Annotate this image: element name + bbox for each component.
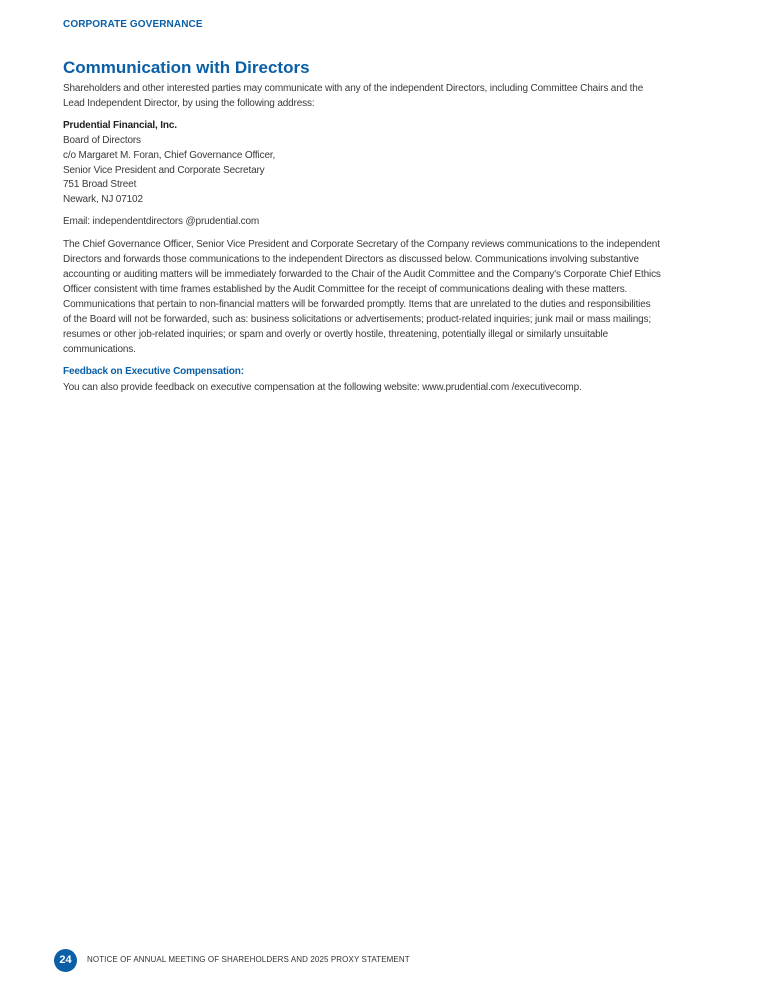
- policy-line: of the Board will not be forwarded, such as: business solicitations or advertisements; product-related inquiries; junk mail or mass mailings;: [63, 314, 652, 325]
- policy-line: communications.: [63, 344, 136, 355]
- feedback-heading: Feedback on Executive Compensation:: [63, 366, 244, 377]
- page-title: Communication with Directors: [63, 58, 310, 77]
- policy-line: The Chief Governance Officer, Senior Vice President and Corporate Secretary of the Company reviews communications to the independent: [63, 239, 660, 250]
- address-line: Senior Vice President and Corporate Secretary: [63, 165, 265, 176]
- address-line: Board of Directors: [63, 135, 141, 146]
- section-label: CORPORATE GOVERNANCE: [63, 19, 203, 30]
- footer-text: NOTICE OF ANNUAL MEETING OF SHAREHOLDERS AND 2025 PROXY STATEMENT: [87, 955, 410, 964]
- policy-line: resumes or other job-related inquiries; or spam and overly or overtly hostile, threatening, potentially illegal or similarly unsuitable: [63, 329, 609, 340]
- page-number-badge: 24: [54, 949, 77, 972]
- address-line: c/o Margaret M. Foran, Chief Governance Officer,: [63, 150, 276, 161]
- intro-line: Lead Independent Director, by using the following address:: [63, 98, 315, 109]
- email-address: Email: independentdirectors @prudential.com: [63, 216, 260, 227]
- address-line: 751 Broad Street: [63, 179, 137, 190]
- address-line: Newark, NJ 07102: [63, 194, 143, 205]
- policy-line: Officer consistent with time frames established by the Audit Committee for the receipt of communications dealing with these matters.: [63, 284, 628, 295]
- policy-line: accounting or auditing matters will be immediately forwarded to the Chair of the Audit Committee and the Company's Corporate Chief Ethics: [63, 269, 661, 280]
- feedback-text: You can also provide feedback on executive compensation at the following website: www.prudential.com /executivecomp.: [63, 382, 582, 393]
- intro-line: Shareholders and other interested parties may communicate with any of the independent Directors, including Committee Chairs and the: [63, 83, 644, 94]
- policy-line: Directors and forwards those communications to the independent Directors as discussed below. Communications involving substantive: [63, 254, 639, 265]
- address-company: Prudential Financial, Inc.: [63, 120, 177, 131]
- policy-line: Communications that pertain to non-financial matters will be forwarded promptly. Items that are unrelated to the duties and responsibilities: [63, 299, 651, 310]
